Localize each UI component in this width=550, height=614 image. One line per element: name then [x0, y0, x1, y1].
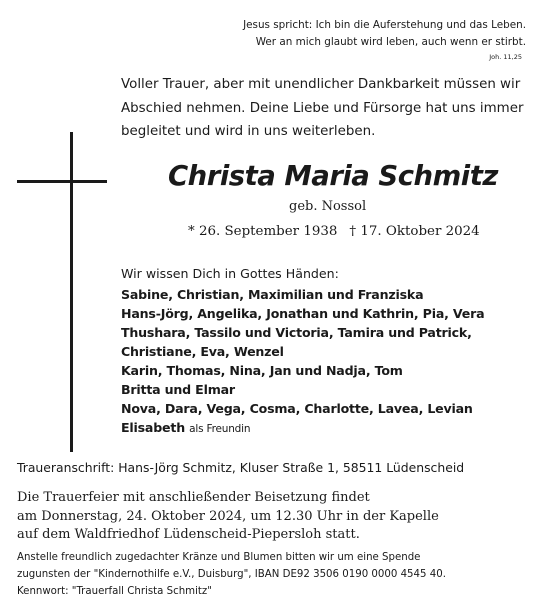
funeral-line: am Donnerstag, 24. Oktober 2024, um 12.30 Uhr in der Kapelle — [17, 508, 439, 524]
donation-line: Anstelle freundlich zugedachter Kränze und Blumen bitten wir um eine Spende — [17, 552, 421, 563]
quote-line: Wer an mich glaubt wird leben, auch wenn er stirbt. — [255, 36, 526, 48]
mourner-line: Hans-Jörg, Angelika, Jonathan und Kathrin, Pia, Vera — [121, 306, 485, 321]
mourner-line: Sabine, Christian, Maximilian und Franziska — [121, 287, 424, 302]
bible-quote — [243, 17, 526, 51]
quote-line: Jesus spricht: Ich bin die Auferstehung und das Leben. — [243, 19, 526, 31]
cross-icon — [17, 132, 107, 452]
mourners-list — [121, 264, 484, 439]
intro-line: begleitet und wird in uns weiterleben. — [121, 124, 376, 139]
death-date: † 17. Oktober 2024 — [349, 224, 480, 239]
donation-request — [17, 550, 446, 600]
donation-line: zugunsten der "Kindernothilfe e.V., Duisburg", IBAN DE92 3506 0190 0000 4545 40. — [17, 568, 446, 580]
mourner-line: Thushara, Tassilo und Victoria, Tamira und Patrick, — [121, 325, 472, 340]
funeral-details — [17, 489, 439, 545]
funeral-line: Die Trauerfeier mit anschließender Beisetzung findet — [17, 490, 370, 505]
mourner-line: Christiane, Eva, Wenzel — [121, 344, 284, 359]
funeral-line: auf dem Waldfriedhof Lüdenscheid-Piepersloh statt. — [17, 527, 360, 542]
mourner-line: Karin, Thomas, Nina, Jan und Nadja, Tom — [121, 363, 403, 378]
mourner-line: Britta und Elmar — [121, 382, 235, 397]
intro-line: Voller Trauer, aber mit unendlicher Dankbarkeit müssen wir — [121, 77, 521, 92]
mourner-line: Nova, Dara, Vega, Cosma, Charlotte, Lavea, Levian — [121, 401, 473, 416]
birth-date: * 26. September 1938 — [188, 224, 338, 239]
intro-line: Abschied nehmen. Deine Liebe und Fürsorge hat uns immer — [121, 100, 524, 116]
mourner-friend-name: Elisabeth — [121, 420, 185, 435]
quote-source: Joh. 11,25 — [489, 53, 522, 61]
mourners-intro: Wir wissen Dich in Gottes Händen: — [121, 266, 339, 281]
life-dates — [188, 224, 480, 239]
intro-text — [121, 73, 541, 144]
donation-line: Kennwort: "Trauerfall Christa Schmitz" — [17, 585, 212, 597]
mourner-line-last — [121, 418, 484, 439]
mourner-friend-note: als Freundin — [189, 423, 251, 435]
deceased-name: Christa Maria Schmitz — [168, 160, 498, 192]
mourning-address: Traueranschrift: Hans-Jörg Schmitz, Kluser Straße 1, 58511 Lüdenscheid — [17, 460, 465, 475]
maiden-name: geb. Nossol — [289, 199, 367, 214]
